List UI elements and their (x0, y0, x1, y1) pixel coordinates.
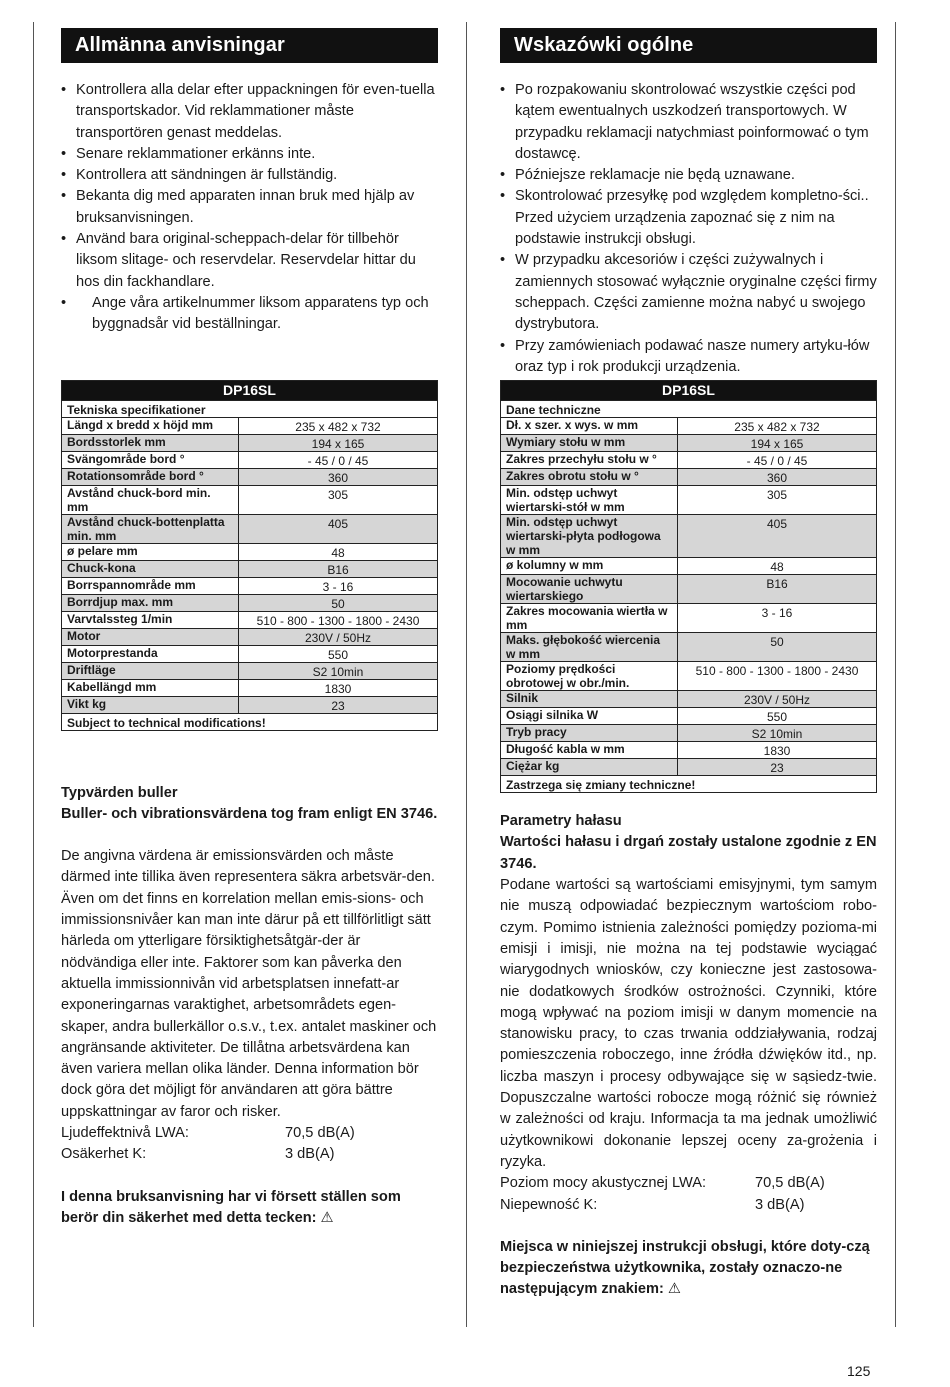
table-row (62, 645, 438, 662)
spec-key: Min. odstęp uchwyt wiertarski-płyta podłogowa w mm (501, 515, 678, 558)
spec-key: Chuck-kona (62, 560, 239, 577)
table-row (501, 486, 877, 515)
table-row (501, 725, 877, 742)
spec-key: ø kolumny w mm (501, 558, 678, 575)
table-section: Dane techniczne (501, 401, 877, 418)
noise-body: Podane wartości są wartościami emisyjnymi, tym samym nie muszą odpowiadać bezpiecznym wartościom robo-czym. Pomimo istnienia zależności pomiędzy pozioma-mi emisji i imisji, nie można na tej podstawie wyciągać wiarygodnych wniosków, czy konieczne jest zastosowa-nie dodatkowych środków ostrożności. Czynniki, które mogą wpływać na poziom imisji w danym momencie na stanowisku pracy, to czas trwania oddziaływania, rodzaj pomieszczenia roboczego, inne źródła dźwięków itd., np. liczba maszyn i procesy odbywające się w sąsiedz-twie. Dopuszczalne wartości robocze mogą różnić się również w zależności od kraju. Informacja ta ma jednak umożliwić użytkownikowi dokonanie lepszej oceny za-grożenia i ryzyka. (500, 877, 877, 1170)
table-row (62, 514, 438, 543)
table-row (62, 543, 438, 560)
section-header: Allmänna anvisningar (61, 28, 438, 63)
table-row (62, 485, 438, 514)
lwa-label: Ljudeffektnivå LWA: (61, 1125, 189, 1142)
spec-value: B16 (239, 560, 438, 577)
uncertainty-row (61, 1144, 438, 1165)
spec-value: 48 (239, 543, 438, 560)
safety-note: I denna bruksanvisning har vi försett ställen som berör din säkerhet med detta tecken: ⚠ (61, 1188, 401, 1226)
noise-subtitle: Buller- och vibrationsvärdena tog fram enligt EN 3746. (61, 805, 438, 822)
spec-value: 550 (678, 708, 877, 725)
table-row (62, 451, 438, 468)
spec-key: Längd x bredd x höjd mm (62, 417, 239, 434)
list-item: • Późniejsze reklamacje nie będą uznawane. (500, 165, 877, 186)
spec-key: Motorprestanda (62, 645, 239, 662)
list-item: • Senare reklammationer erkänns inte. (61, 144, 438, 165)
spec-value: 550 (239, 645, 438, 662)
column-rule-left (33, 22, 34, 1327)
table-row (62, 417, 438, 434)
table-row (501, 469, 877, 486)
noise-body: De angivna värdena är emissionsvärden och måste därmed inte tillika även representera säkra arbetsvär-den. Även om det finns en korrelation mellan emis-sions- och immissionsnivåer kan man inte därur på ett tillförlitligt sätt härleda om ytterligare försiktighetsåtgär-der är nödvändiga eller inte. Faktorer som kan påverka den aktuella immissionnivån vid arbetsplatsen innefatt-ar exponeringarnas varaktighet, arbetsområdets egen-skaper, andra bullerkällor o.s.v., t.ex. antalet maskiner och angränsande aktiviteter. De tillåtna arbetsvärdena kan även variera mellan olika länder. Denna information bör dock göra det möjligt för användaren att göra bättre uppskattningar av faror och risker. (61, 848, 437, 1120)
spec-key: Zakres obrotu stołu w ° (501, 469, 678, 486)
noise-title: Parametry hałasu (500, 813, 622, 830)
list-item: • Po rozpakowaniu skontrolować wszystkie części pod kątem ewentualnych uszkodzeń transportowych. W przypadku reklamacji natychmiast poinformować o tym dostawcę. (500, 80, 877, 165)
table-row (501, 418, 877, 435)
lwa-value: 70,5 dB(A) (285, 1125, 355, 1142)
spec-value: 194 x 165 (239, 434, 438, 451)
table-row (501, 604, 877, 633)
spec-value: - 45 / 0 / 45 (678, 452, 877, 469)
table-row (62, 434, 438, 451)
spec-value: 23 (239, 696, 438, 713)
bullet-list (61, 80, 438, 336)
table-row (62, 611, 438, 628)
bullet-list (500, 80, 877, 378)
spec-key: Ciężar kg (501, 759, 678, 776)
spec-key: Tryb pracy (501, 725, 678, 742)
spec-value: 1830 (678, 742, 877, 759)
spec-value: S2 10min (239, 662, 438, 679)
spec-value: 510 - 800 - 1300 - 1800 - 2430 (239, 611, 438, 628)
lwa-row (500, 1173, 877, 1194)
left-column (61, 28, 438, 1229)
spec-table (61, 380, 438, 731)
uncertainty-value: 3 dB(A) (755, 1196, 805, 1213)
table-row (501, 575, 877, 604)
table-row (501, 452, 877, 469)
spec-key: Vikt kg (62, 696, 239, 713)
noise-subtitle: Wartości hałasu i drgań zostały ustalone zgodnie z EN 3746. (500, 834, 877, 872)
page-number: 125 (847, 1363, 871, 1379)
table-row (62, 577, 438, 594)
spec-value: 3 - 16 (239, 577, 438, 594)
table-row (501, 558, 877, 575)
table-section: Tekniska specifikationer (62, 400, 438, 417)
spec-value: 360 (239, 468, 438, 485)
spec-key: Zakres przechyłu stołu w ° (501, 452, 678, 469)
spec-value: S2 10min (678, 725, 877, 742)
spec-key: Driftläge (62, 662, 239, 679)
table-row (501, 759, 877, 776)
spec-value: 194 x 165 (678, 435, 877, 452)
list-item: • Använd bara original-scheppach-delar för tillbehör liksom slitage- och reservdelar. Reservdelar hittar du hos din fackhandlare. (61, 229, 438, 293)
table-row (62, 468, 438, 485)
column-rule-middle (466, 22, 467, 1327)
spec-value: 405 (678, 515, 877, 558)
noise-title: Typvärden buller (61, 784, 178, 801)
safety-note: Miejsca w niniejszej instrukcji obsługi, które doty-czą bezpieczeństwa użytkownika, zostały oznaczo-ne następującym znakiem: ⚠ (500, 1238, 870, 1298)
uncertainty-label: Niepewność K: (500, 1196, 598, 1213)
spec-key: ø pelare mm (62, 543, 239, 560)
spec-key: Bordsstorlek mm (62, 434, 239, 451)
list-item: • Kontrollera alla delar efter uppackningen för even-tuella transportskador. Vid reklammationer måste transportören genast meddelas. (61, 80, 438, 144)
table-row (62, 628, 438, 645)
table-title: DP16SL (62, 380, 438, 400)
table-row (501, 691, 877, 708)
spec-value: - 45 / 0 / 45 (239, 451, 438, 468)
table-row (62, 696, 438, 713)
spec-value: 305 (678, 486, 877, 515)
spec-key: Długość kabla w mm (501, 742, 678, 759)
table-row (501, 515, 877, 558)
list-item: • Ange våra artikelnummer liksom apparatens typ och byggnadsår vid beställningar. (61, 293, 438, 336)
section-header: Wskazówki ogólne (500, 28, 877, 63)
list-item: • Przy zamówieniach podawać nasze numery artyku-łów oraz typ i rok produkcji urządzenia. (500, 336, 877, 379)
spec-key: Wymiary stołu w mm (501, 435, 678, 452)
spec-value: 230V / 50Hz (678, 691, 877, 708)
table-row (62, 560, 438, 577)
table-row (501, 742, 877, 759)
list-item: • Bekanta dig med apparaten innan bruk med hjälp av bruksanvisningen. (61, 186, 438, 229)
table-footer: Subject to technical modifications! (62, 713, 438, 730)
spec-key: Min. odstęp uchwyt wiertarski-stół w mm (501, 486, 678, 515)
spec-value: 235 x 482 x 732 (678, 418, 877, 435)
uncertainty-label: Osäkerhet K: (61, 1146, 147, 1163)
spec-value: 50 (239, 594, 438, 611)
lwa-label: Poziom mocy akustycznej LWA: (500, 1175, 706, 1192)
spec-key: Borrspannområde mm (62, 577, 239, 594)
table-row (62, 662, 438, 679)
uncertainty-row (500, 1195, 877, 1216)
uncertainty-value: 3 dB(A) (285, 1146, 335, 1163)
spec-value: 405 (239, 514, 438, 543)
table-row (62, 594, 438, 611)
spec-key: Maks. głębokość wiercenia w mm (501, 633, 678, 662)
spec-value: 235 x 482 x 732 (239, 417, 438, 434)
spec-key: Borrdjup max. mm (62, 594, 239, 611)
spec-key: Dł. x szer. x wys. w mm (501, 418, 678, 435)
list-item: • W przypadku akcesoriów i części zużywalnych i zamiennych stosować wyłącznie oryginalne części firmy scheppach. Części zamienne można nabyć u swojego dystrybutora. (500, 250, 877, 335)
spec-key: Varvtalssteg 1/min (62, 611, 239, 628)
spec-key: Mocowanie uchwytu wiertarskiego (501, 575, 678, 604)
spec-value: 48 (678, 558, 877, 575)
lwa-row (61, 1123, 438, 1144)
spec-value: 510 - 800 - 1300 - 1800 - 2430 (678, 662, 877, 691)
spec-key: Osiągi silnika W (501, 708, 678, 725)
spec-value: 3 - 16 (678, 604, 877, 633)
spec-value: 230V / 50Hz (239, 628, 438, 645)
list-item: • Kontrollera att sändningen är fullständig. (61, 165, 438, 186)
table-row (62, 679, 438, 696)
table-row (501, 708, 877, 725)
right-column (500, 28, 877, 1301)
spec-table (500, 380, 877, 793)
spec-value: 1830 (239, 679, 438, 696)
lwa-value: 70,5 dB(A) (755, 1175, 825, 1192)
column-rule-right (895, 22, 896, 1327)
spec-key: Avstånd chuck-bottenplatta min. mm (62, 514, 239, 543)
spec-key: Svängområde bord ° (62, 451, 239, 468)
table-row (501, 435, 877, 452)
table-footer: Zastrzega się zmiany techniczne! (501, 776, 877, 793)
list-item: • Skontrolować przesyłkę pod względem kompletno-ści.. Przed użyciem urządzenia zapoznać się z nim na podstawie instrukcji obsługi. (500, 186, 877, 250)
spec-value: B16 (678, 575, 877, 604)
spec-value: 360 (678, 469, 877, 486)
spec-value: 50 (678, 633, 877, 662)
table-title: DP16SL (501, 381, 877, 401)
spec-key: Motor (62, 628, 239, 645)
spec-key: Avstånd chuck-bord min. mm (62, 485, 239, 514)
spec-value: 23 (678, 759, 877, 776)
spec-key: Zakres mocowania wiertła w mm (501, 604, 678, 633)
spec-key: Poziomy prędkości obrotowej w obr./min. (501, 662, 678, 691)
spec-value: 305 (239, 485, 438, 514)
table-row (501, 662, 877, 691)
spec-key: Silnik (501, 691, 678, 708)
spec-key: Kabellängd mm (62, 679, 239, 696)
spec-key: Rotationsområde bord ° (62, 468, 239, 485)
table-row (501, 633, 877, 662)
